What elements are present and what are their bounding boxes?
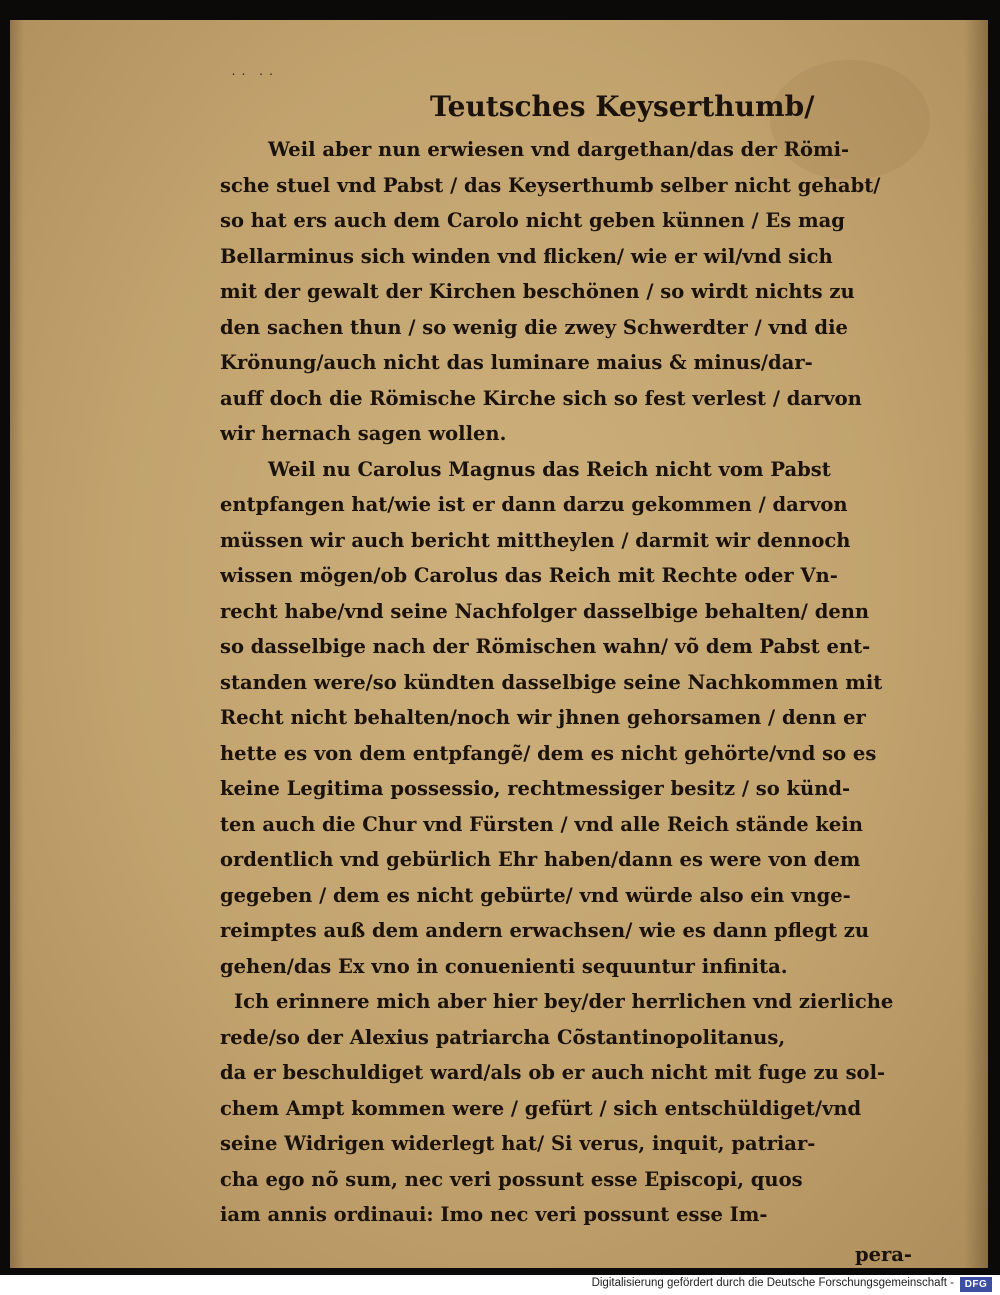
- text-line: sche stuel vnd Pabst / das Keyserthumb selber nicht gehabt/: [220, 173, 881, 197]
- footer-bar: [0, 1275, 1000, 1295]
- text-line: gegeben / dem es nicht gebürte/ vnd würde also ein vnge-: [220, 883, 851, 907]
- running-head: Teutsches Keyserthumb/: [430, 90, 815, 123]
- text-line: iam annis ordinaui: Imo nec veri possunt esse Im-: [220, 1203, 768, 1226]
- text-line: Recht nicht behalten/noch wir jhnen gehorsamen / denn er: [220, 706, 866, 729]
- text-line: seine Widrigen widerlegt hat/ Si verus, inquit, patriar-: [220, 1132, 816, 1155]
- text-line: wissen mögen/ob Carolus das Reich mit Rechte oder Vn-: [220, 564, 838, 587]
- text-line: keine Legitima possessio, rechtmessiger besitz / so künd-: [220, 777, 851, 800]
- corner-marks: ˙˙ ˙˙: [230, 72, 278, 88]
- text-line: chem Ampt kommen were / gefürt / sich entschüldiget/vnd: [220, 1096, 862, 1120]
- text-line: Ich erinnere mich aber hier bey/der herrlichen vnd zierliche: [234, 990, 894, 1013]
- text-line: rede/so der Alexius patriarcha Cõstantinopolitanus,: [220, 1025, 786, 1049]
- text-line: so dasselbige nach der Römischen wahn/ võ dem Pabst ent-: [220, 635, 871, 658]
- text-line: reimptes auß dem andern erwachsen/ wie es dann pflegt zu: [220, 919, 870, 942]
- dfg-logo-icon[interactable]: DFG: [960, 1277, 992, 1292]
- text-line: Weil aber nun erwiesen vnd dargethan/das der Römi-: [268, 138, 850, 161]
- text-line: so hat ers auch dem Carolo nicht geben künnen / Es mag: [220, 209, 845, 232]
- text-line: den sachen thun / so wenig die zwey Schwerdter / vnd die: [220, 315, 848, 339]
- text-line: auff doch die Römische Kirche sich so fest verlest / darvon: [220, 386, 862, 410]
- text-line: cha ego nõ sum, nec veri possunt esse Episcopi, quos: [220, 1167, 803, 1191]
- text-line: Bellarminus sich winden vnd flicken/ wie er wil/vnd sich: [220, 244, 833, 268]
- text-line: entpfangen hat/wie ist er dann darzu gekommen / darvon: [220, 493, 848, 516]
- page-edge-shadow: [964, 20, 988, 1268]
- text-line: wir hernach sagen wollen.: [220, 422, 507, 445]
- text-line: hette es von dem entpfangẽ/ dem es nicht gehörte/vnd so es: [220, 741, 877, 765]
- text-line: Weil nu Carolus Magnus das Reich nicht vom Pabst: [268, 457, 831, 481]
- catchword: pera-: [854, 1242, 912, 1266]
- text-line: mit der gewalt der Kirchen beschönen / so wirdt nichts zu: [220, 280, 855, 303]
- book-page: [10, 20, 988, 1268]
- text-line: recht habe/vnd seine Nachfolger dasselbige behalten/ denn: [220, 599, 870, 623]
- body-text: [220, 132, 920, 1268]
- text-line: da er beschuldiget ward/als ob er auch nicht mit fuge zu sol-: [220, 1061, 886, 1084]
- text-line: standen were/so kündten dasselbige seine Nachkommen mit: [220, 670, 883, 694]
- text-line: gehen/das Ex vno in conuenienti sequuntur infinita.: [220, 954, 788, 978]
- funding-credit: Digitalisierung gefördert durch die Deutsche Forschungsgemeinschaft -: [591, 1277, 954, 1289]
- text-line: müssen wir auch bericht mittheylen / darmit wir dennoch: [220, 528, 851, 552]
- text-line: Krönung/auch nicht das luminare maius & minus/dar-: [220, 351, 813, 374]
- text-line: ordentlich vnd gebürlich Ehr haben/dann es were von dem: [220, 848, 861, 871]
- text-line: ten auch die Chur vnd Fürsten / vnd alle Reich stände kein: [220, 812, 863, 836]
- page-gutter-shadow: [10, 20, 24, 1268]
